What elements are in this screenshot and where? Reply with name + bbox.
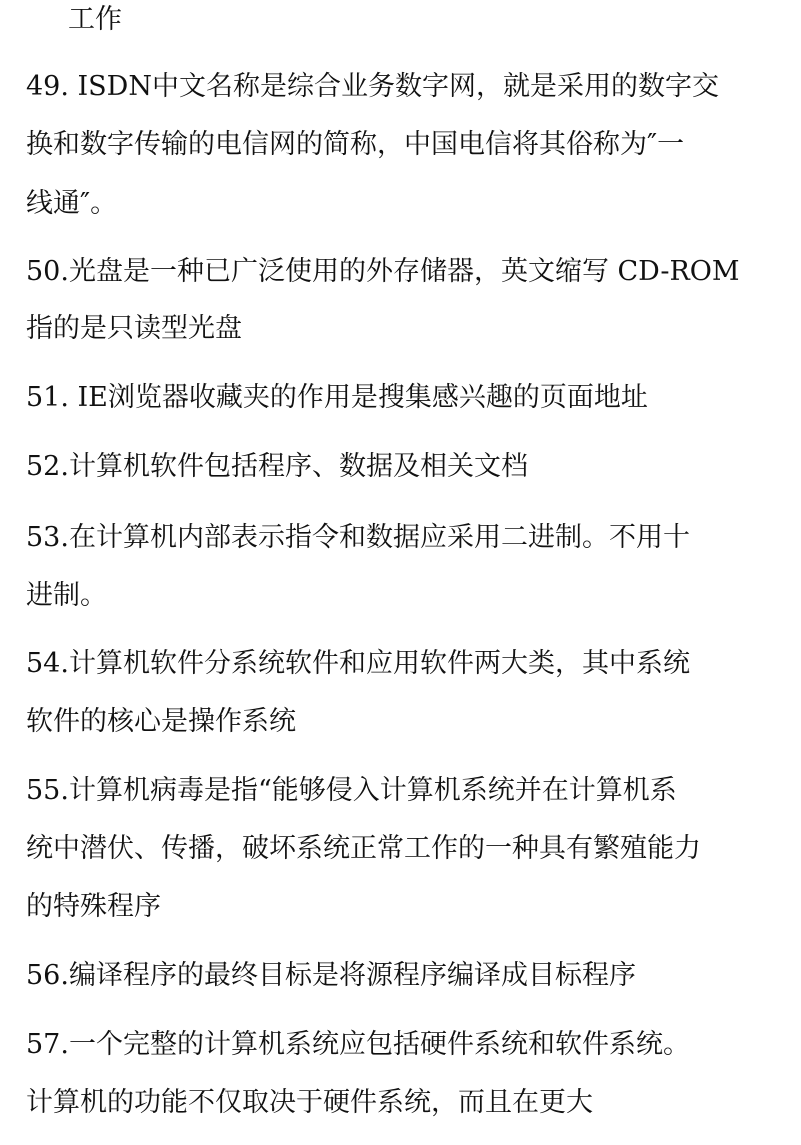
text-line: 换和数字传输的电信网的简称，中国电信将其俗称为″一 (26, 129, 685, 160)
text-line: 49. ISDN中文名称是综合业务数字网，就是采用的数字交 (26, 71, 719, 102)
text-line: 的特殊程序 (26, 891, 161, 922)
text-line: 55.计算机病毒是指“能够侵入计算机系统并在计算机系 (26, 775, 677, 806)
text-line: 工作 (68, 4, 122, 35)
text-line: 50.光盘是一种已广泛使用的外存储器，英文缩写 CD-ROM (26, 256, 740, 287)
text-line: 统中潜伏、传播，破坏系统正常工作的一种具有繁殖能力 (26, 833, 701, 864)
text-line: 54.计算机软件分系统软件和应用软件两大类，其中系统 (26, 648, 690, 679)
text-line: 线通″。 (26, 188, 118, 219)
text-line: 56.编译程序的最终目标是将源程序编译成目标程序 (26, 960, 636, 991)
text-line: 52.计算机软件包括程序、数据及相关文档 (26, 451, 528, 482)
text-line: 51. IE浏览器收藏夹的作用是搜集感兴趣的页面地址 (26, 382, 648, 413)
text-line: 57.一个完整的计算机系统应包括硬件系统和软件系统。 (26, 1029, 690, 1060)
text-line: 进制。 (26, 580, 107, 611)
text-line: 软件的核心是操作系统 (26, 706, 296, 737)
text-line: 指的是只读型光盘 (26, 313, 242, 344)
text-line: 53.在计算机内部表示指令和数据应采用二进制。不用十 (26, 522, 690, 553)
text-line: 计算机的功能不仅取决于硬件系统，而且在更大 (26, 1087, 593, 1118)
